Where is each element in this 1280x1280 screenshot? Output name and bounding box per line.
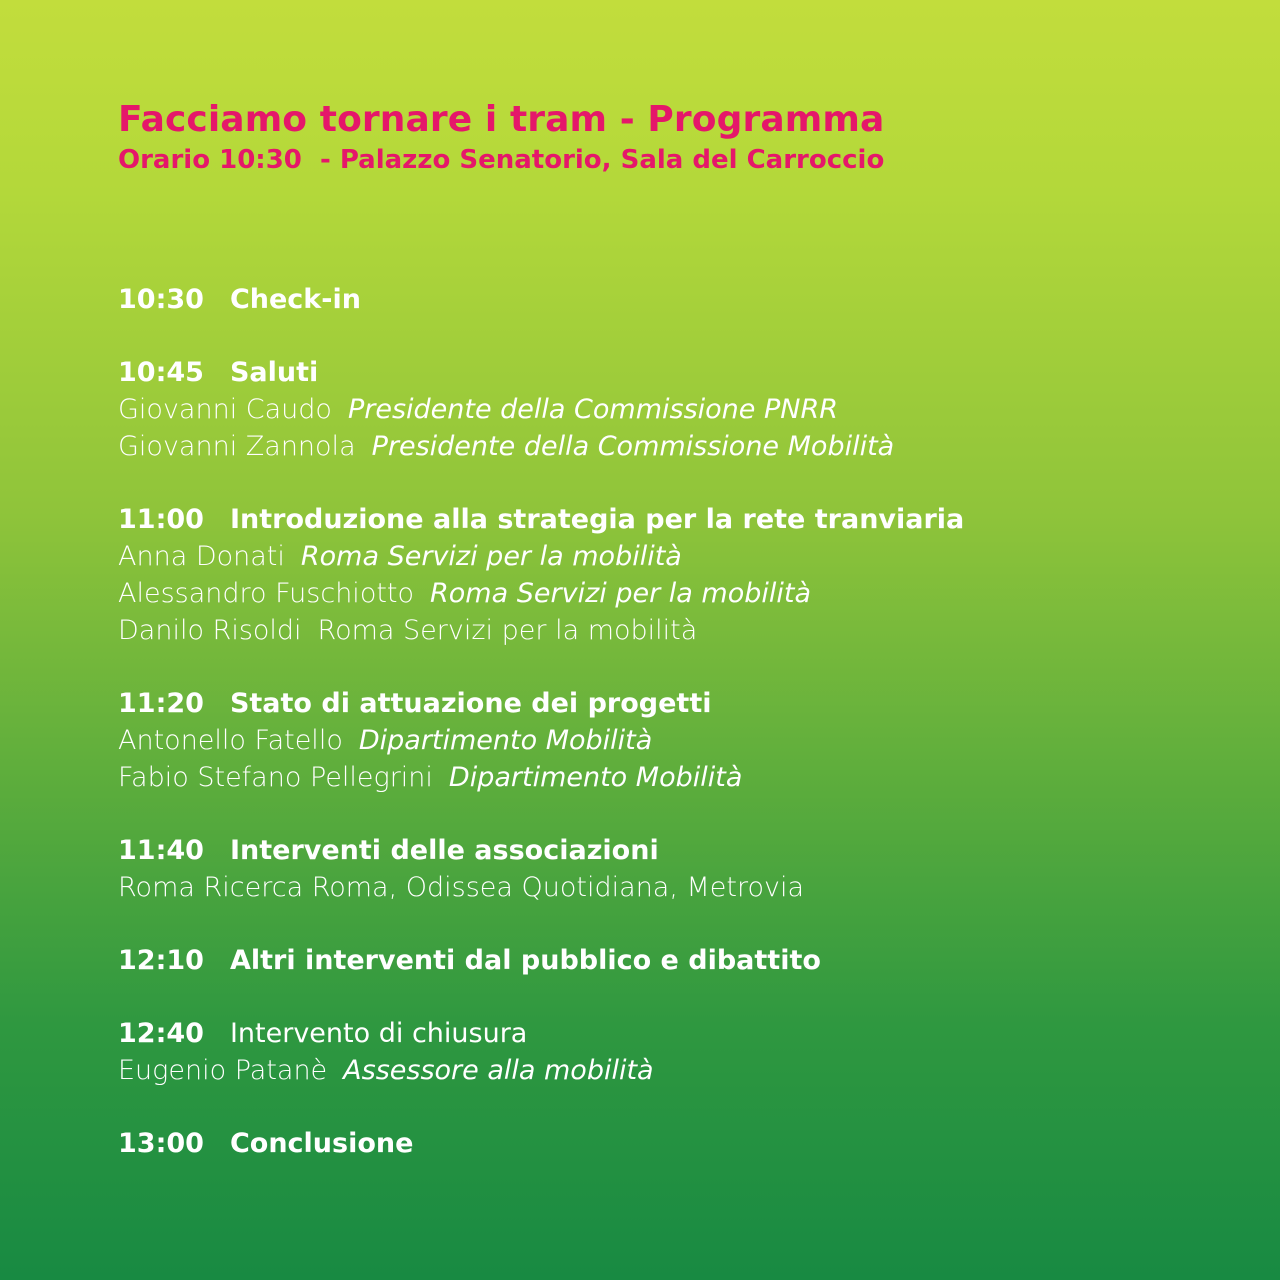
- program-item: [118, 354, 964, 391]
- header: [118, 98, 884, 178]
- speaker-role: Assessore alla mobilità: [343, 1055, 654, 1086]
- page-subtitle: Orario 10:30 - Palazzo Senatorio, Sala del Carroccio: [118, 145, 885, 175]
- speaker: [118, 1052, 964, 1089]
- program-list: [118, 281, 964, 1162]
- speaker: [118, 575, 964, 612]
- program-item: [118, 501, 964, 538]
- page-title: Facciamo tornare i tram - Programma: [118, 99, 885, 140]
- program-title: Introduzione alla strategia per la rete tranviaria: [229, 504, 965, 535]
- speaker-name: Alessandro Fuschiotto: [118, 578, 415, 609]
- program-time: 11:40: [118, 835, 204, 866]
- speaker: [118, 391, 964, 428]
- speaker-name: Giovanni Caudo: [118, 394, 332, 425]
- program-item: [118, 1015, 964, 1052]
- program-item: [118, 1125, 964, 1162]
- program-item: [118, 281, 964, 318]
- speaker-role: Presidente della Commissione Mobilità: [371, 431, 895, 462]
- program-title: Stato di attuazione dei progetti: [229, 688, 712, 719]
- program-title: Saluti: [229, 357, 319, 388]
- speaker-role: Roma Servizi per la mobilità: [430, 578, 811, 609]
- speaker-name: Antonello Fatello: [118, 725, 343, 756]
- speaker-name: Danilo Risoldi: [118, 615, 302, 646]
- speaker-name: Roma Ricerca Roma, Odissea Quotidiana, Metrovia: [118, 872, 805, 903]
- speaker: [118, 722, 964, 759]
- program-title: Check-in: [229, 284, 361, 315]
- speaker: [118, 428, 964, 465]
- speaker: [118, 612, 964, 649]
- speaker-name: Anna Donati: [118, 541, 285, 572]
- program-title: Conclusione: [229, 1128, 414, 1159]
- program-time: 12:40: [118, 1018, 204, 1049]
- speaker-name: Giovanni Zannola: [118, 431, 356, 462]
- program-item: [118, 685, 964, 722]
- program-time: 11:20: [118, 688, 204, 719]
- program-item: [118, 942, 964, 979]
- speaker-role: Presidente della Commissione PNRR: [347, 394, 838, 425]
- speaker-role: Dipartimento Mobilità: [358, 725, 653, 756]
- speaker-name: Fabio Stefano Pellegrini: [118, 762, 433, 793]
- program-time: 10:45: [118, 357, 204, 388]
- speaker-role: Roma Servizi per la mobilità: [317, 615, 698, 646]
- speaker: [118, 538, 964, 575]
- speaker: [118, 759, 964, 796]
- program-time: 11:00: [118, 504, 204, 535]
- speaker: [118, 869, 964, 906]
- speaker-role: Dipartimento Mobilità: [448, 762, 743, 793]
- program-item: [118, 832, 964, 869]
- program-title: Intervento di chiusura: [229, 1018, 528, 1049]
- program-time: 12:10: [118, 945, 204, 976]
- program-time: 10:30: [118, 284, 204, 315]
- program-time: 13:00: [118, 1128, 204, 1159]
- speaker-role: Roma Servizi per la mobilità: [300, 541, 682, 572]
- speaker-name: Eugenio Patanè: [118, 1055, 328, 1086]
- program-title: Altri interventi dal pubblico e dibattito: [229, 945, 821, 976]
- program-title: Interventi delle associazioni: [229, 835, 659, 866]
